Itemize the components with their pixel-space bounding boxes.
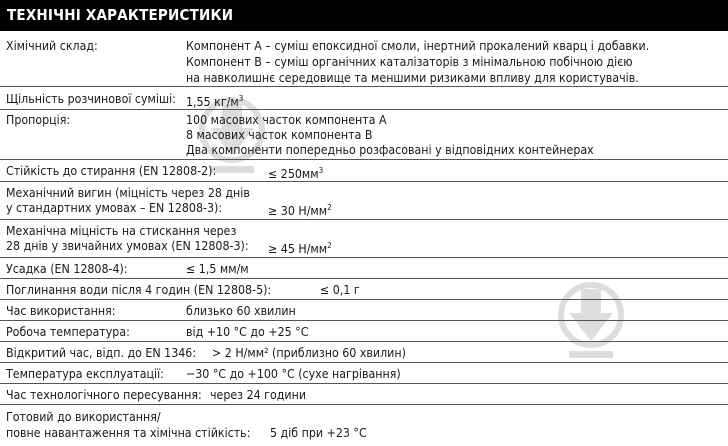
row-value: 5 діб при +23 °С — [270, 426, 367, 440]
row-value-text: ≥ 45 Н/мм — [268, 242, 328, 256]
row-label-line-2: у стандартних умовах – EN 12808-3): — [6, 201, 223, 215]
table-row — [0, 110, 728, 160]
table-row — [0, 279, 728, 300]
superscript: 2 — [327, 203, 332, 212]
table-row — [0, 342, 728, 363]
row-value: > 2 Н/мм² (приблизно 60 хвилин) — [212, 346, 406, 360]
row-value-text: 1,55 кг/м — [186, 95, 239, 109]
row-value — [186, 91, 243, 110]
row-label: Час використання: — [6, 304, 116, 318]
row-label: Стійкість до стирання (EN 12808-2): — [6, 164, 217, 178]
row-value — [268, 200, 332, 219]
row-value — [268, 163, 323, 182]
row-value — [268, 238, 332, 257]
row-label: Механічна міцність на стискання через — [6, 224, 237, 238]
row-label-line-2: повне навантаження та хімічна стійкість: — [6, 426, 251, 440]
row-label: Щільність розчинової суміші: — [6, 92, 176, 106]
superscript: 3 — [318, 166, 324, 175]
row-value: ≤ 1,5 мм/м — [186, 262, 249, 276]
section-title: ТЕХНІЧНІ ХАРАКТЕРИСТИКИ — [0, 0, 728, 31]
row-label: Усадка (EN 12808-4): — [6, 262, 128, 276]
table-row — [0, 363, 728, 384]
row-value: від +10 °С до +25 °С — [186, 325, 309, 339]
row-value: ≤ 0,1 г — [320, 283, 360, 297]
row-value: −30 °С до +100 °С (сухе нагрівання) — [186, 367, 401, 381]
row-value-text: ≤ 250мм — [268, 167, 319, 181]
table-row — [0, 300, 728, 321]
row-value: близько 60 хвилин — [186, 304, 296, 318]
row-label-line-2: 28 днів у звичайних умовах (EN 12808-3): — [6, 239, 249, 253]
table-row — [0, 258, 728, 279]
row-value-line: Компонент А – суміш епоксидної смоли, інертний прокалений кварц і добавки. — [186, 39, 650, 53]
spec-table — [0, 31, 728, 445]
row-value-line: Два компоненти попередньо розфасовані у відповідних контейнерах — [186, 143, 594, 157]
row-value-line: Компонент В – суміш органічних каталізаторів з мінімальною побічною дією — [186, 55, 633, 69]
row-value-line: 8 масових часток компонента В — [186, 128, 373, 142]
row-value: через 24 години — [210, 388, 307, 402]
row-label: Хімічний склад: — [6, 39, 98, 53]
superscript: 2 — [327, 241, 332, 250]
row-label: Готовий до використання/ — [6, 410, 161, 424]
table-row — [0, 384, 728, 405]
row-label: Робоча температура: — [6, 325, 130, 339]
row-value-line: 100 масових часток компонента А — [186, 113, 387, 127]
superscript: 3 — [238, 94, 244, 103]
row-label: Механічний вигин (міцність через 28 днів — [6, 186, 250, 200]
table-row — [0, 87, 728, 110]
row-label: Пропорція: — [6, 113, 71, 127]
table-row — [0, 321, 728, 342]
table-row — [0, 405, 728, 445]
table-row — [0, 182, 728, 220]
row-value-text: ≥ 30 Н/мм — [268, 204, 328, 218]
table-row — [0, 220, 728, 258]
row-value-line: на навколишнє середовище та меншими ризиками впливу для користувачів. — [186, 71, 639, 85]
table-row — [0, 31, 728, 87]
row-label: Час технологічного пересування: — [6, 388, 202, 402]
row-label: Температура експлуатації: — [6, 367, 164, 381]
table-row — [0, 160, 728, 182]
row-label: Відкритий час, відп. до EN 1346: — [6, 346, 197, 360]
row-label: Поглинання води після 4 годин (EN 12808-5): — [6, 283, 272, 297]
